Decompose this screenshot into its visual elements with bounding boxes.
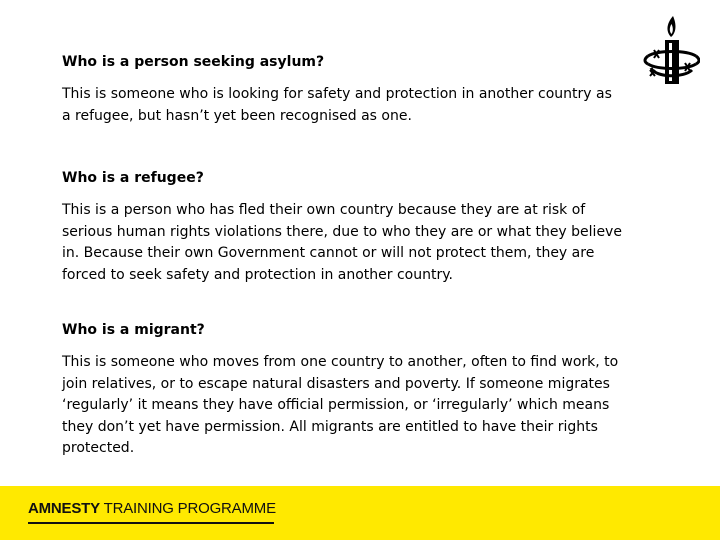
- section-body: This is someone who moves from one country to another, often to find work, to join relatives, or to escape natural disasters and poverty. If someone migrates ‘regularly’ it means they have official permission, or ‘irregularly’ which means they don’t yet have permission. All migrants are entitled to have their rights protected.: [62, 354, 619, 456]
- section-heading: Who is a refugee?: [62, 170, 204, 186]
- section-body: This is someone who is looking for safety and protection in another country as a refugee, but hasn’t yet been recognised as one.: [62, 86, 612, 124]
- section-body: This is a person who has fled their own country because they are at risk of serious human rights violations there, due to who they are or what they believe in. Because their own Government cannot or will not protect them, they are forced to seek safety and protection in another country.: [62, 202, 622, 283]
- section-refugee: [62, 168, 622, 286]
- candle-barbed-wire-icon: [640, 12, 700, 90]
- footer-brand: AMNESTY: [28, 500, 100, 517]
- footer-programme: TRAINING PROGRAMME: [103, 500, 276, 517]
- footer-underline: [28, 522, 274, 524]
- footer-bar: [0, 486, 720, 540]
- section-asylum-seeker: [62, 52, 622, 127]
- section-heading: Who is a migrant?: [62, 322, 205, 338]
- footer-title: [28, 500, 276, 517]
- section-migrant: [62, 320, 622, 460]
- section-heading: Who is a person seeking asylum?: [62, 54, 325, 70]
